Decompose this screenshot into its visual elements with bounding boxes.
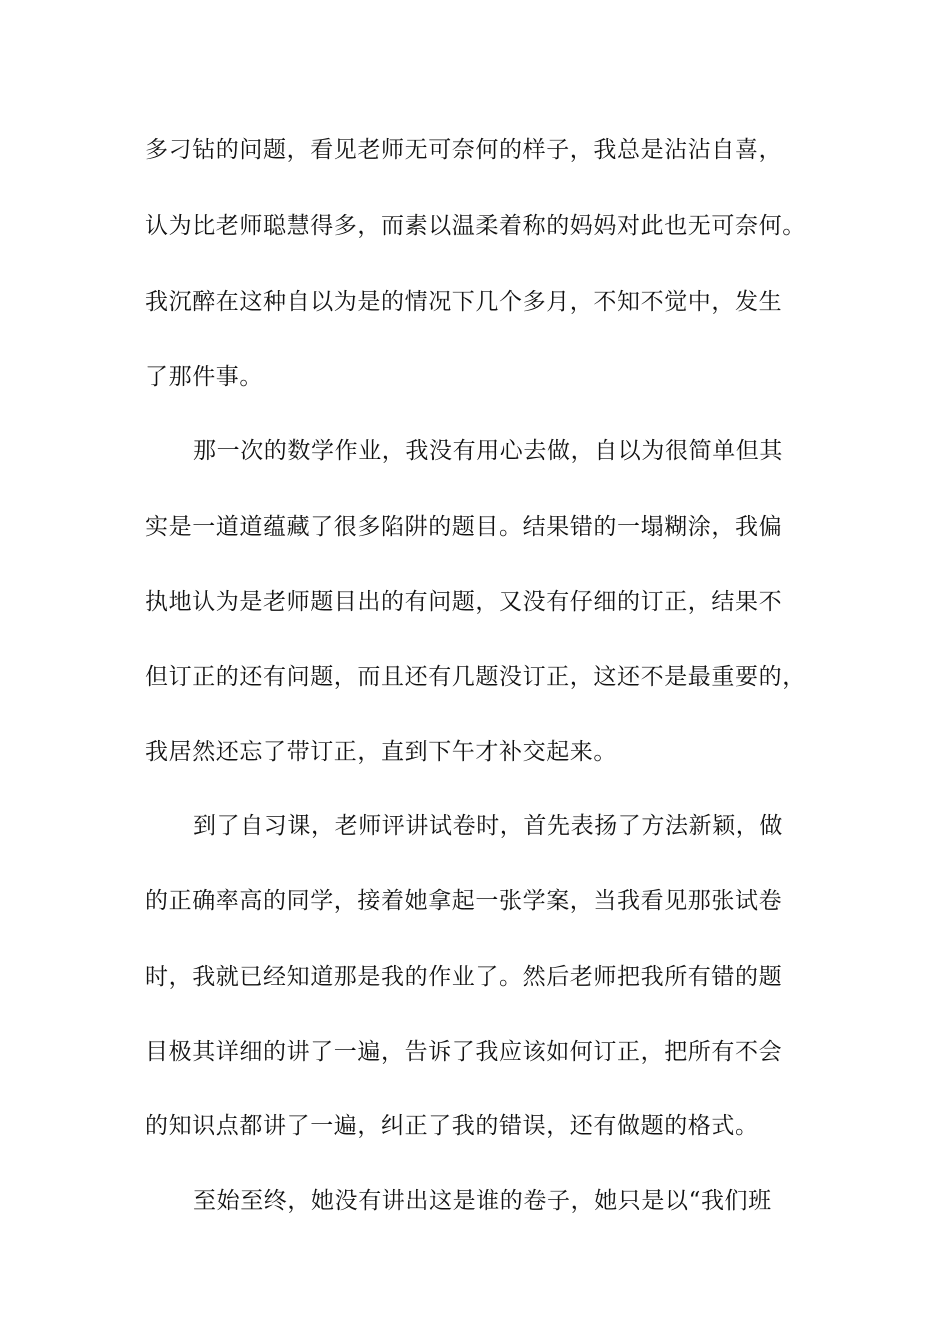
- text-line: 时，我就已经知道那是我的作业了。然后老师把我所有错的题: [145, 964, 783, 990]
- text-line: 我居然还忘了带订正，直到下午才补交起来。: [145, 739, 617, 765]
- paragraph-start-line: 至始至终，她没有讲出这是谁的卷子，她只是以“我们班: [193, 1188, 772, 1214]
- text-line: 但订正的还有问题，而且还有几题没订正，这还不是最重要的，: [145, 664, 806, 690]
- paragraph-start-line: 那一次的数学作业，我没有用心去做，自以为很简单但其: [193, 438, 783, 464]
- text-line: 多刁钻的问题，看见老师无可奈何的样子，我总是沾沾自喜，: [145, 137, 783, 163]
- text-line: 目极其详细的讲了一遍，告诉了我应该如何订正，把所有不会: [145, 1039, 783, 1065]
- text-line: 我沉醉在这种自以为是的情况下几个多月，不知不觉中，发生: [145, 289, 783, 315]
- text-line: 实是一道道蕴藏了很多陷阱的题目。结果错的一塌糊涂，我偏: [145, 514, 783, 540]
- paragraph-start-line: 到了自习课，老师评讲试卷时，首先表扬了方法新颖，做: [193, 813, 783, 839]
- text-line: 执地认为是老师题目出的有问题，又没有仔细的订正，结果不: [145, 589, 783, 615]
- text-line: 认为比老师聪慧得多，而素以温柔着称的妈妈对此也无可奈何。: [145, 213, 806, 239]
- text-line: 的正确率高的同学，接着她拿起一张学案，当我看见那张试卷: [145, 888, 783, 914]
- text-line: 了那件事。: [145, 364, 263, 390]
- text-line: 的知识点都讲了一遍，纠正了我的错误，还有做题的格式。: [145, 1113, 759, 1139]
